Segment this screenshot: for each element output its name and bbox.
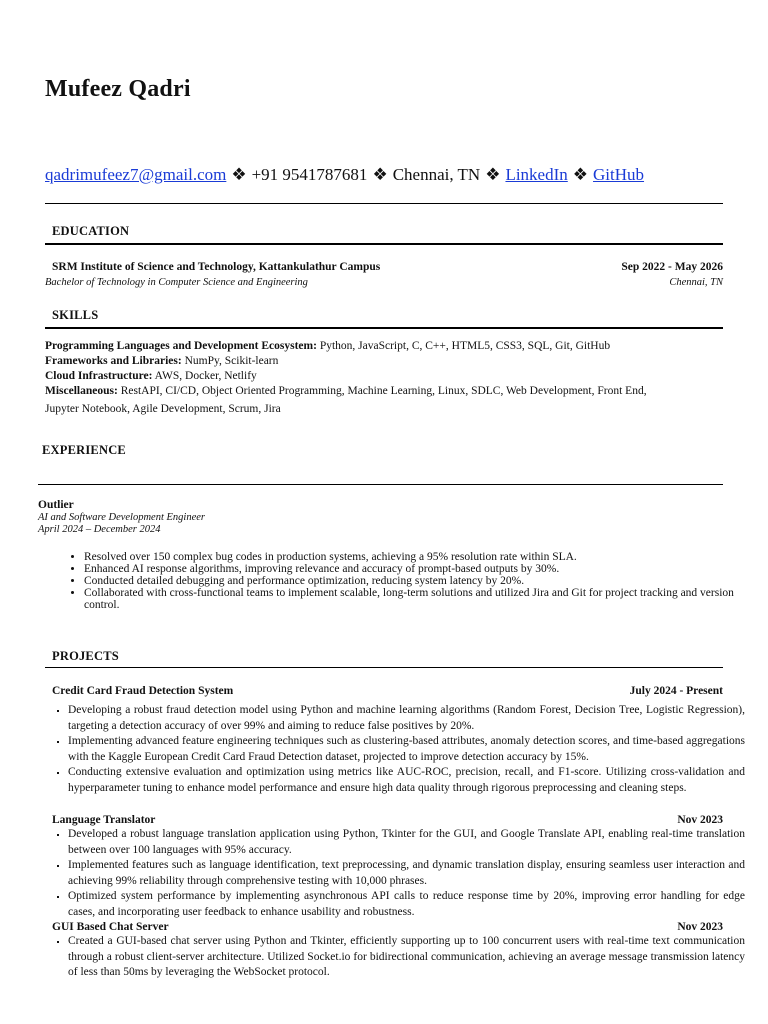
skills-label: Cloud Infrastructure: [45,370,153,382]
list-item: • Resolved over 150 complex bug codes in production systems, achieving a 95% resolution rate within SLA. [84,551,744,563]
skills-heading: SKILLS [52,308,99,322]
skills-value: RestAPI, CI/CD, Object Oriented Programming, Machine Learning, Linux, SDLC, Web Development, Front End, [117,385,647,397]
location: Chennai, TN [392,165,481,184]
skills-row [45,369,725,384]
skills-rule [45,327,723,329]
project-bullets [46,703,745,796]
candidate-name: Mufeez Qadri [45,76,191,102]
list-item: • Enhanced AI response algorithms, improving relevance and accuracy of prompt-based outputs by 30%. [84,563,744,575]
projects-rule [45,667,723,668]
project-title: Language Translator [52,814,156,826]
list-item: • Collaborated with cross-functional teams to implement scalable, long-term solutions and utilized Jira and Git for project tracking and version control. [84,587,744,611]
projects-heading: PROJECTS [52,649,119,663]
list-item: ▪ Developing a robust fraud detection model using Python and machine learning algorithms (Random Forest, Decision Tree, Logistic Regression), targeting a detection accuracy of over 99% and aiming to reduce false positives by 20%. [68,703,745,734]
education-place: Chennai, TN [669,277,723,288]
linkedin-link[interactable]: LinkedIn [505,165,568,184]
list-item: ▪ Developed a robust language translation application using Python, Tkinter for the GUI, and Google Translate API, enabling real-time translation between over 100 languages with 95% accuracy. [68,827,745,858]
skills-value: Python, JavaScript, C, C++, HTML5, CSS3, SQL, Git, GitHub [316,340,611,352]
list-item: • Conducted detailed debugging and performance optimization, reducing system latency by 20%. [84,575,744,587]
skills-value: AWS, Docker, Netlify [152,370,257,382]
contact-line [45,165,644,185]
project-bullets [46,827,745,920]
education-dates: Sep 2022 - May 2026 [621,261,723,273]
project-title: GUI Based Chat Server [52,921,169,933]
skills-label: Programming Languages and Development Ecosystem: [45,340,317,352]
list-item: ▪ Optimized system performance by implementing asynchronous API calls to reduce response time by 20%, improving error handling for edge cases, and incorporating user feedback to enhance usability and robustness. [68,889,745,920]
project-date: Nov 2023 [677,814,723,826]
education-degree: Bachelor of Technology in Computer Science and Engineering [45,277,308,288]
skills-row [45,384,725,399]
experience-role: AI and Software Development Engineer [38,512,205,523]
experience-rule [38,484,723,485]
separator-glyph: ❖ [485,165,501,184]
project-bullets [46,934,745,981]
list-item: ▪ Implementing advanced feature engineering techniques such as clustering-based attributes, anomaly detection scores, and time-based aggregations with the Kaggle European Credit Card Fraud Detection dataset, projected to improve detection accuracy by 15%. [68,734,745,765]
skills-row [45,339,725,354]
list-item: ▪ Implemented features such as language identification, text preprocessing, and dynamic translation display, ensuring seamless user interaction and achieving 99% reliability through comprehensive testing with 10,000 phrases. [68,858,745,889]
separator-glyph: ❖ [572,165,589,184]
github-link[interactable]: GitHub [593,165,645,184]
skills-continuation: Jupyter Notebook, Agile Development, Scrum, Jira [45,403,281,415]
skills-row [45,354,725,369]
education-school: SRM Institute of Science and Technology, Kattankulathur Campus [52,261,381,273]
list-item: ▪ Conducting extensive evaluation and optimization using metrics like AUC-ROC, precision, recall, and F1-score. Utilizing cross-validation and hyperparameter tuning to enhance model performance and ensure high data quality through rigorous preprocessing and cleaning steps. [68,765,745,796]
experience-bullets [62,551,744,611]
experience-heading: EXPERIENCE [42,443,126,457]
skills-label: Frameworks and Libraries: [45,355,182,367]
separator-glyph: ❖ [231,165,247,184]
project-date: July 2024 - Present [629,685,723,697]
experience-company: Outlier [38,499,74,511]
header-divider [45,203,723,204]
experience-dates: April 2024 – December 2024 [38,524,161,535]
phone-number: +91 9541787681 [251,165,368,184]
education-rule [45,243,723,245]
list-item: ▪ Created a GUI-based chat server using Python and Tkinter, efficiently supporting up to 100 concurrent users with real-time text communication through a robust client-server architecture. Utilized Socket.io for bidirectional communication, achieving an average message transmission latency of less than 50ms by leveraging the WebSocket protocol. [68,934,745,981]
project-date: Nov 2023 [677,921,723,933]
email-link[interactable]: qadrimufeez7@gmail.com [45,165,227,184]
skills-label: Miscellaneous: [45,385,118,397]
project-title: Credit Card Fraud Detection System [52,685,234,697]
separator-glyph: ❖ [372,165,388,184]
skills-value: NumPy, Scikit-learn [181,355,279,367]
skills-list [45,339,725,417]
education-heading: EDUCATION [52,224,130,238]
